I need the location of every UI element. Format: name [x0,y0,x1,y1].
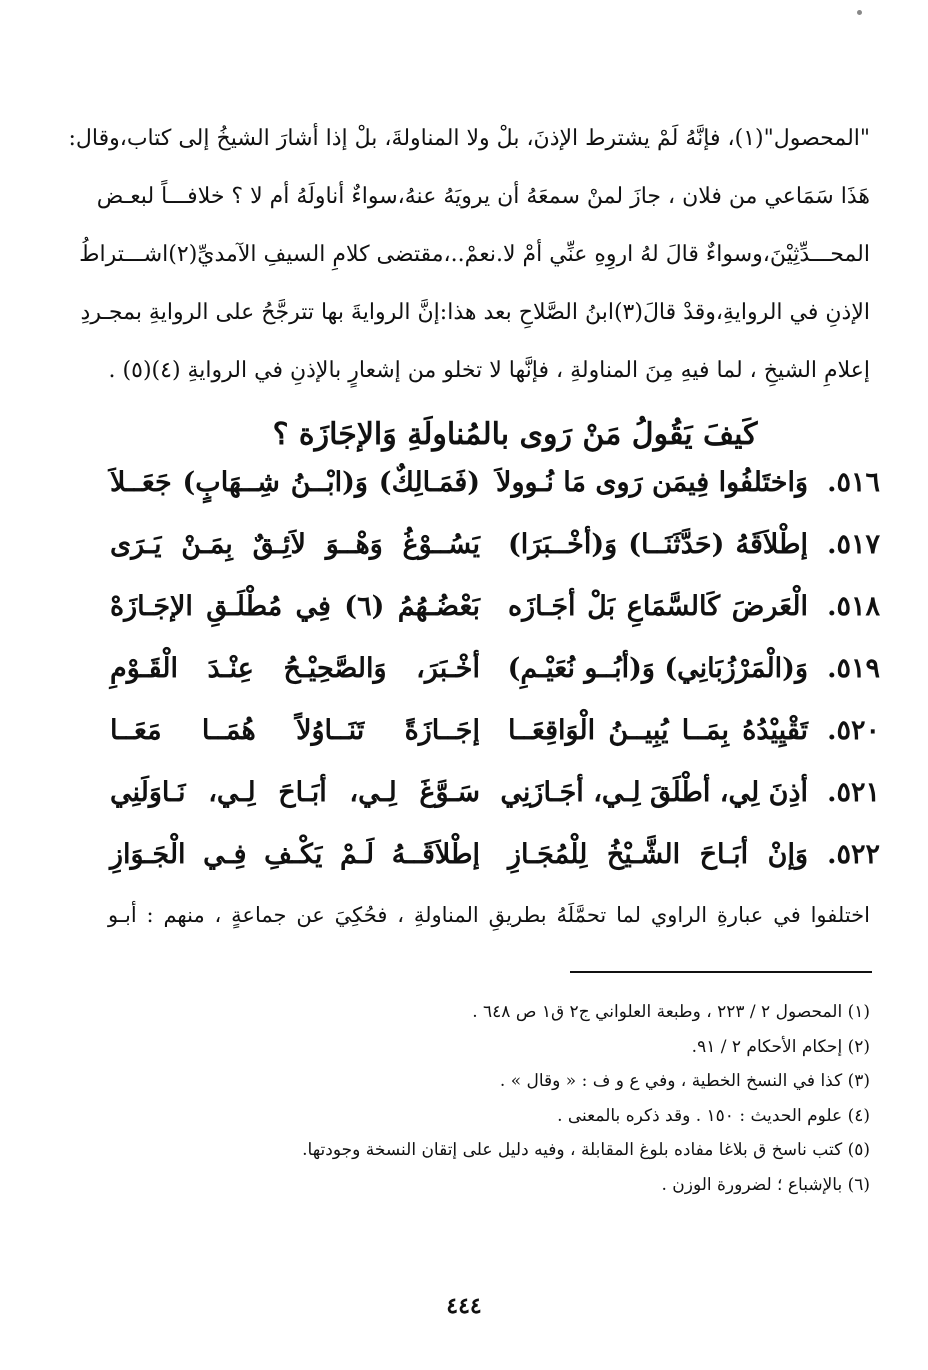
section-heading: كَيفَ يَقُولُ مَنْ رَوى بالمُناولَةِ وَالإجَازَة ؟ [272,417,758,452]
verse-number: ٥١٦. [827,467,880,498]
verse-first-hemistich: إطْلاَقَهُ (حَدَّثَنَــا) وَ(أخْــبَرَا) [508,529,808,560]
verse-first-hemistich: الْعَرضَ كَالسَّمَاعِ بَلْ أجَـازَه [508,591,808,622]
verse-row [110,641,880,703]
prose-line: هَذَا سَمَاعي من فلان ، جازَ لمنْ سمعَهُ أن يرويَهُ عنهُ،سواءٌ أناولَهُ أم لا ؟ خلافـــاً لبعـض [96,184,870,209]
footnote: (٦) بالإشباع ؛ لضرورة الوزن . [661,1174,870,1195]
verse-second-hemistich: إطْلاَقَــهُ لَـمْ يَكْـفِ فِـي الْجَـوَازِ [110,839,480,870]
verse-number: ٥١٩. [827,653,880,684]
footnote-separator [570,971,872,973]
verse-second-hemistich: سَـوَّغَ لِـي، أبَـاحَ لِـي، نَـاوَلَنِي [110,777,480,808]
prose-line: المحـــدِّثِيْنَ،وسواءٌ قالَ لهُ اروِهِ عنِّي أمْ لا.نعمْ..،مقتضى كلامِ السيفِ الآمديِّ(٢)اشـــتراطُ [79,242,870,267]
footnote: (٥) كتب ناسخ ق بلاغا مفاده بلوغ المقابلة ، وفيه دليل على إتقان النسخة وجودتها. [302,1140,870,1160]
verse-number: ٥٢٢. [827,839,880,870]
verse-number: ٥٢٠. [827,715,880,746]
footnotes-list [250,995,870,1202]
verse-second-hemistich: أخْـبَرَ، وَالصَّحِيْـحُ عِنْـدَ الْقَـوْمِ [110,653,480,684]
verse-row [110,703,880,765]
footnote: (١) المحصول ٢ / ٢٢٣ ، وطبعة العلواني ج٢ ق١ ص ٦٤٨ . [472,1002,870,1022]
verse-row [110,517,880,579]
verse-first-hemistich: وَاختَلفُوا فِيمَن رَوى مَا نُـوولاَ [496,467,808,498]
verse-second-hemistich: إجَــازَةً تَنَــاوُلاً هُمَــا مَعَــا [110,715,480,746]
prose-line: إعلامِ الشيخِ ، لما فيهِ مِنَ المناولةِ ، فإنَّها لا تخلو من إشعارٍ بالإذنِ في الروايةِ (٤)(٥) . [108,358,870,383]
verse-first-hemistich: أذِنَ لِي، أطْلَقَ لِـي، أجَـازَنِي [500,777,808,808]
prose-block [68,110,870,400]
verse-first-hemistich: تَقْيِيْدُهُ بِمَــا يُبِيــنُ الْوَاقِعَــا [508,715,808,746]
verse-list [110,455,880,889]
verse-second-hemistich: (فَمَـالِكٌ) وَ(ابْــنُ شِــهَابٍ) جَعَــلاَ [110,467,480,498]
page-number: ٤٤٤ [446,1293,482,1319]
verse-row [110,579,880,641]
verse-number: ٥١٧. [827,529,880,560]
speck-mark [857,10,862,15]
footnote: (٣) كذا في النسخ الخطية ، وفي ع و ف : « وقال » . [499,1071,870,1091]
verse-first-hemistich: وَإنْ أبَـاحَ الشَّـيْخُ لِلْمُجَـازِ [508,839,808,870]
verse-second-hemistich: يَسُــوْغُ وَهْــوَ لاَئِـقٌ بِمَـنْ يَـرَى [110,529,480,560]
verse-first-hemistich: وَ(الْمَرْزُبَانِي) وَ(أبُــو نُعَيْـمِ) [507,653,808,684]
prose-line: الإذنِ في الروايةِ،وقدْ قالَ(٣)ابنُ الصَّلاحِ بعد هذا:إنَّ الروايةَ بها تترجَّحُ على الروايةِ بمجـردِ [80,300,870,325]
commentary-line: اختلفوا في عبارةِ الراوي لما تحمَّلَهُ بطريقِ المناولةِ ، فحُكِيَ عن جماعةٍ ، منهم : أبـو [108,903,870,927]
verse-number: ٥٢١. [827,777,880,808]
verse-row [110,455,880,517]
verse-row [110,827,880,889]
verse-second-hemistich: بَعْضُـهُمُ (٦) فِي مُطْلَـقِ الإجَـازَهْ [110,591,480,622]
verse-row [110,765,880,827]
footnote: (٤) علوم الحديث : ١٥٠ . وقد ذكره بالمعنى . [557,1105,870,1126]
footnote: (٢) إحكام الأحكام ٢ / ٩١. [691,1036,870,1057]
prose-line: "المحصول"(١)، فإنَّهُ لَمْ يشترط الإذنَ، بلْ ولا المناولةَ، بلْ إذا أشارَ الشيخُ إلى كتاب،وقال: [68,126,870,151]
verse-number: ٥١٨. [827,591,880,622]
